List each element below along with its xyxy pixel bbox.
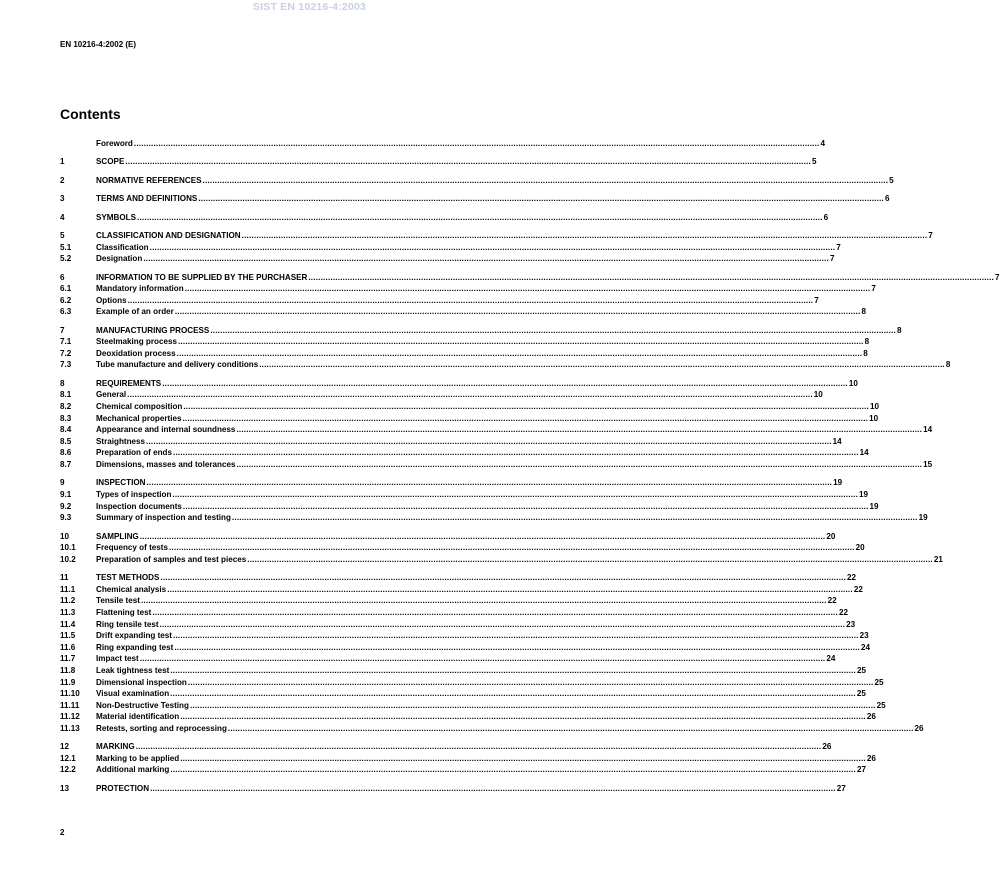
- toc-entry-title: Marking to be applied: [96, 753, 180, 763]
- toc-entry-page: 23: [846, 619, 856, 629]
- toc-entry-number: 11.3: [60, 607, 76, 617]
- toc-entry[interactable]: [60, 306, 866, 318]
- toc-entry[interactable]: [60, 477, 843, 489]
- toc-dot-leader: [169, 542, 855, 554]
- toc-entry-page: 8: [863, 348, 868, 358]
- toc-entry-page: 7: [995, 272, 1000, 282]
- toc-entry-number: 9: [60, 478, 65, 488]
- toc-entry-page: 22: [847, 573, 857, 583]
- toc-entry-number: 8.2: [60, 402, 72, 412]
- toc-dot-leader: [136, 741, 822, 753]
- toc-entry-page: 10: [869, 413, 879, 423]
- toc-entry-page: 14: [923, 425, 933, 435]
- toc-entry-title: General: [96, 390, 127, 400]
- toc-entry-number: 8: [60, 378, 65, 388]
- toc-entry-number: 6: [60, 272, 65, 282]
- toc-entry-number: 11.5: [60, 631, 76, 641]
- page-number: 2: [60, 828, 65, 837]
- toc-entry-number: 9.3: [60, 513, 72, 523]
- toc-entry[interactable]: [60, 378, 858, 390]
- toc-entry-title: Straightness: [96, 436, 146, 446]
- toc-dot-leader: [143, 253, 829, 265]
- toc-entry[interactable]: [60, 723, 924, 735]
- toc-entry-title: Preparation of samples and test pieces: [96, 554, 247, 564]
- toc-entry-number: 5: [60, 230, 65, 240]
- toc-dot-leader: [228, 723, 914, 735]
- toc-entry-title: Classification: [96, 242, 149, 252]
- toc-entry-number: 6.3: [60, 307, 72, 317]
- toc-entry-number: 9.1: [60, 490, 72, 500]
- toc-entry[interactable]: [60, 741, 832, 753]
- toc-entry-number: 10.1: [60, 543, 76, 553]
- watermark: SIST EN 10216-4:2003: [252, 1, 367, 13]
- toc-dot-leader: [236, 459, 922, 471]
- toc-entry[interactable]: [60, 359, 951, 371]
- toc-entry-title: MANUFACTURING PROCESS: [96, 325, 210, 335]
- toc-entry-title: Example of an order: [96, 307, 174, 317]
- toc-entry-title: Mechanical properties: [96, 413, 182, 423]
- toc-entry-page: 8: [861, 307, 866, 317]
- toc-entry-page: 15: [923, 460, 933, 470]
- toc-dot-leader: [175, 306, 861, 318]
- toc-entry-page: 26: [822, 742, 832, 752]
- toc-entry-page: 19: [918, 513, 928, 523]
- toc-entry-title: Steelmaking process: [96, 337, 177, 347]
- toc-dot-leader: [140, 653, 826, 665]
- toc-entry-page: 4: [820, 139, 826, 148]
- toc-entry[interactable]: [60, 501, 879, 513]
- toc-entry-number: 8.3: [60, 413, 72, 423]
- toc-entry-title: Tensile test: [96, 596, 140, 606]
- toc-entry-title: SAMPLING: [96, 531, 139, 541]
- toc-dot-leader: [150, 242, 836, 254]
- toc-entry-page: 19: [859, 490, 869, 500]
- toc-entry[interactable]: [60, 607, 848, 619]
- toc-entry-number: 8.6: [60, 448, 72, 458]
- toc-entry-page: 6: [823, 212, 829, 222]
- toc-entry[interactable]: [60, 436, 842, 448]
- toc-entry-number: 13: [60, 783, 70, 793]
- toc-entry-number: 6.2: [60, 295, 72, 305]
- toc-entry-title: Dimensional inspection: [96, 677, 187, 687]
- toc-entry-page: 26: [914, 723, 924, 733]
- toc-entry-page: 22: [827, 596, 837, 606]
- toc-entry-page: 22: [838, 607, 848, 617]
- toc-entry-page: 14: [832, 436, 842, 446]
- toc-entry[interactable]: [60, 542, 865, 554]
- toc-entry-number: 12: [60, 742, 70, 752]
- toc-entry[interactable]: [60, 459, 933, 471]
- toc-dot-leader: [173, 630, 859, 642]
- toc-entry-number: 10.2: [60, 554, 76, 564]
- toc-entry-title: PROTECTION: [96, 783, 150, 793]
- toc-dot-leader: [172, 489, 858, 501]
- toc-dot-leader: [190, 700, 876, 712]
- toc-entry-number: 8.5: [60, 436, 72, 446]
- toc-entry-title: NORMATIVE REFERENCES: [96, 175, 202, 185]
- toc-entry-title: Non-Destructive Testing: [96, 700, 189, 710]
- toc-entry-number: 11.13: [60, 723, 80, 733]
- toc-entry-title: Deoxidation process: [96, 348, 176, 358]
- toc-dot-leader: [146, 477, 832, 489]
- toc-entry-title: Impact test: [96, 654, 139, 664]
- toc-entry[interactable]: [60, 554, 943, 566]
- table-of-contents: [60, 138, 1000, 794]
- toc-entry-title: Dimensions, masses and tolerances: [96, 460, 236, 470]
- toc-dot-leader: [259, 359, 945, 371]
- toc-dot-leader: [137, 212, 823, 224]
- toc-entry-number: 3: [60, 194, 65, 204]
- toc-dot-leader: [247, 554, 933, 566]
- toc-entry-page: 26: [866, 753, 876, 763]
- toc-dot-leader: [152, 607, 838, 619]
- toc-entry[interactable]: [60, 653, 836, 665]
- toc-entry[interactable]: [60, 156, 817, 168]
- toc-entry[interactable]: [60, 175, 894, 187]
- toc-entry-number: 11.1: [60, 584, 76, 594]
- toc-entry-page: 5: [811, 157, 817, 167]
- toc-entry[interactable]: [60, 272, 1000, 284]
- toc-dot-leader: [150, 783, 836, 795]
- toc-entry-number: 12.2: [60, 765, 76, 775]
- toc-entry-number: 11.4: [60, 619, 76, 629]
- toc-dot-leader: [162, 378, 848, 390]
- toc-entry-title: Summary of inspection and testing: [96, 513, 231, 523]
- toc-entry-page: 6: [884, 194, 890, 204]
- toc-entry-title: Visual examination: [96, 689, 170, 699]
- document-id: EN 10216-4:2002 (E): [60, 40, 137, 49]
- toc-entry-page: 5: [889, 175, 894, 185]
- toc-entry-page: 20: [826, 531, 836, 541]
- toc-dot-leader: [198, 193, 884, 205]
- toc-entry-number: 11.10: [60, 689, 80, 699]
- toc-entry[interactable]: [60, 764, 866, 776]
- toc-dot-leader: [170, 688, 856, 700]
- toc-dot-leader: [188, 677, 874, 689]
- toc-entry[interactable]: [60, 325, 902, 337]
- toc-dot-leader: [232, 512, 918, 524]
- toc-entry-title: Foreword: [96, 139, 133, 148]
- toc-dot-leader: [308, 272, 994, 284]
- toc-entry-title: REQUIREMENTS: [96, 378, 162, 388]
- toc-entry-number: 6.1: [60, 284, 72, 294]
- toc-entry-title: Tube manufacture and delivery conditions: [96, 360, 259, 370]
- toc-entry-title: Options: [96, 295, 127, 305]
- toc-dot-leader: [170, 665, 856, 677]
- toc-entry-number: 12.1: [60, 753, 76, 763]
- toc-dot-leader: [185, 283, 871, 295]
- toc-entry-title: Chemical composition: [96, 402, 183, 412]
- toc-entry[interactable]: [60, 584, 863, 596]
- toc-entry-title: Drift expanding test: [96, 631, 172, 641]
- toc-entry-title: Material identification: [96, 712, 180, 722]
- toc-entry-number: 1: [60, 157, 65, 167]
- toc-entry-title: INFORMATION TO BE SUPPLIED BY THE PURCHASER: [96, 272, 308, 282]
- toc-dot-leader: [210, 325, 896, 337]
- toc-dot-leader: [127, 389, 813, 401]
- toc-entry-title: Ring tensile test: [96, 619, 159, 629]
- toc-entry[interactable]: [60, 389, 823, 401]
- toc-dot-leader: [236, 424, 922, 436]
- toc-dot-leader: [174, 642, 860, 654]
- toc-dot-leader: [167, 584, 853, 596]
- toc-dot-leader: [173, 447, 859, 459]
- toc-entry[interactable]: [60, 783, 846, 795]
- toc-entry-page: 19: [833, 478, 843, 488]
- toc-entry-page: 7: [836, 242, 841, 252]
- toc-entry[interactable]: [60, 531, 836, 543]
- toc-entry-page: 7: [829, 254, 835, 264]
- toc-entry-title: TERMS AND DEFINITIONS: [96, 194, 198, 204]
- toc-entry[interactable]: [60, 401, 880, 413]
- toc-entry[interactable]: [60, 447, 869, 459]
- toc-dot-leader: [160, 619, 846, 631]
- toc-entry[interactable]: [60, 212, 829, 224]
- toc-entry-number: 11.12: [60, 712, 80, 722]
- toc-entry-page: 10: [848, 378, 858, 388]
- toc-entry-page: 20: [855, 543, 865, 553]
- toc-entry[interactable]: [60, 283, 876, 295]
- toc-dot-leader: [183, 501, 869, 513]
- toc-entry-page: 27: [836, 783, 846, 793]
- toc-entry-title: Ring expanding test: [96, 642, 174, 652]
- toc-entry-title: SYMBOLS: [96, 212, 137, 222]
- toc-entry[interactable]: [60, 489, 869, 501]
- toc-entry-page: 8: [945, 360, 951, 370]
- toc-entry-page: 24: [861, 642, 871, 652]
- toc-entry-title: Retests, sorting and reprocessing: [96, 723, 227, 733]
- toc-entry-number: 10: [60, 531, 70, 541]
- toc-entry[interactable]: [60, 595, 837, 607]
- toc-dot-leader: [203, 175, 889, 187]
- toc-entry[interactable]: [60, 572, 857, 584]
- toc-entry-number: 11.6: [60, 642, 76, 652]
- toc-entry[interactable]: [60, 193, 890, 205]
- toc-dot-leader: [180, 753, 866, 765]
- toc-entry-page: 8: [864, 337, 870, 347]
- toc-entry[interactable]: [60, 753, 876, 765]
- toc-entry-number: 7.2: [60, 348, 72, 358]
- toc-entry-title: Types of inspection: [96, 490, 172, 500]
- toc-entry-number: 11: [60, 573, 69, 583]
- toc-entry-number: 8.4: [60, 425, 72, 435]
- toc-entry-number: 4: [60, 212, 65, 222]
- toc-dot-leader: [141, 595, 827, 607]
- toc-entry-title: Appearance and internal soundness: [96, 425, 236, 435]
- toc-entry-number: 11.9: [60, 677, 76, 687]
- toc-entry-page: 7: [928, 230, 933, 240]
- toc-entry[interactable]: [60, 711, 876, 723]
- toc-entry[interactable]: [60, 700, 886, 712]
- toc-entry[interactable]: [60, 230, 933, 242]
- toc-entry[interactable]: [60, 665, 866, 677]
- toc-entry-number: 7.1: [60, 337, 72, 347]
- toc-entry[interactable]: [60, 295, 819, 307]
- toc-dot-leader: [170, 764, 856, 776]
- toc-entry-number: 7.3: [60, 360, 72, 370]
- toc-dot-leader: [178, 336, 864, 348]
- toc-dot-leader: [242, 230, 928, 242]
- toc-entry[interactable]: [60, 512, 928, 524]
- toc-entry-page: 25: [874, 677, 884, 687]
- toc-entry[interactable]: [60, 336, 870, 348]
- toc-entry-page: 25: [876, 700, 886, 710]
- toc-entry-title: SCOPE: [96, 157, 125, 167]
- toc-dot-leader: [134, 138, 820, 150]
- toc-entry-title: Flattening test: [96, 607, 152, 617]
- toc-entry-page: 22: [853, 584, 863, 594]
- toc-entry-number: 8.1: [60, 390, 72, 400]
- toc-entry-page: 7: [814, 295, 819, 305]
- toc-entry-title: CLASSIFICATION AND DESIGNATION: [96, 230, 241, 240]
- toc-entry-page: 24: [826, 654, 836, 664]
- toc-entry-title: Inspection documents: [96, 501, 182, 511]
- toc-entry[interactable]: [60, 242, 841, 254]
- toc-entry-page: 23: [859, 631, 869, 641]
- toc-entry-number: 11.7: [60, 654, 76, 664]
- toc-entry-title: TEST METHODS: [96, 573, 160, 583]
- toc-entry-page: 10: [870, 402, 880, 412]
- toc-entry-number: 11.2: [60, 596, 76, 606]
- toc-entry-title: Mandatory information: [96, 284, 184, 294]
- toc-entry-title: Preparation of ends: [96, 448, 173, 458]
- toc-entry[interactable]: [60, 677, 884, 689]
- toc-entry-page: 25: [856, 665, 866, 675]
- toc-entry-title: MARKING: [96, 742, 135, 752]
- toc-dot-leader: [183, 401, 869, 413]
- toc-entry-page: 21: [933, 554, 943, 564]
- toc-entry-page: 27: [856, 765, 866, 775]
- toc-dot-leader: [160, 572, 846, 584]
- toc-dot-leader: [177, 348, 863, 360]
- toc-entry[interactable]: [60, 138, 826, 150]
- toc-entry-page: 19: [869, 501, 879, 511]
- toc-entry-title: Designation: [96, 254, 143, 264]
- toc-entry-title: INSPECTION: [96, 478, 146, 488]
- toc-entry-title: Chemical analysis: [96, 584, 167, 594]
- toc-entry-number: 5.2: [60, 254, 72, 264]
- toc-entry-number: 5.1: [60, 242, 72, 252]
- toc-entry-number: 11.8: [60, 665, 76, 675]
- toc-dot-leader: [128, 295, 814, 307]
- toc-entry[interactable]: [60, 413, 879, 425]
- toc-entry-page: 8: [896, 325, 902, 335]
- toc-dot-leader: [146, 436, 832, 448]
- toc-entry-page: 14: [859, 448, 869, 458]
- toc-entry[interactable]: [60, 688, 866, 700]
- toc-entry[interactable]: [60, 630, 869, 642]
- page-title: Contents: [60, 106, 121, 122]
- toc-entry-page: 10: [813, 390, 823, 400]
- toc-entry-title: Leak tightness test: [96, 665, 170, 675]
- toc-entry-title: Frequency of tests: [96, 543, 168, 553]
- toc-entry[interactable]: [60, 619, 856, 631]
- toc-entry-title: Additional marking: [96, 765, 170, 775]
- toc-entry[interactable]: [60, 348, 868, 360]
- toc-entry[interactable]: [60, 253, 835, 265]
- toc-entry-number: 9.2: [60, 501, 72, 511]
- toc-dot-leader: [180, 711, 866, 723]
- toc-dot-leader: [140, 531, 826, 543]
- toc-entry[interactable]: [60, 424, 933, 436]
- toc-entry-number: 8.7: [60, 460, 72, 470]
- toc-entry-page: 7: [871, 284, 876, 294]
- toc-dot-leader: [182, 413, 868, 425]
- toc-entry[interactable]: [60, 642, 871, 654]
- toc-entry-number: 7: [60, 325, 65, 335]
- toc-entry-number: 2: [60, 175, 65, 185]
- toc-dot-leader: [125, 156, 811, 168]
- toc-entry-page: 26: [866, 712, 876, 722]
- toc-entry-page: 25: [856, 689, 866, 699]
- toc-entry-number: 11.11: [60, 700, 80, 710]
